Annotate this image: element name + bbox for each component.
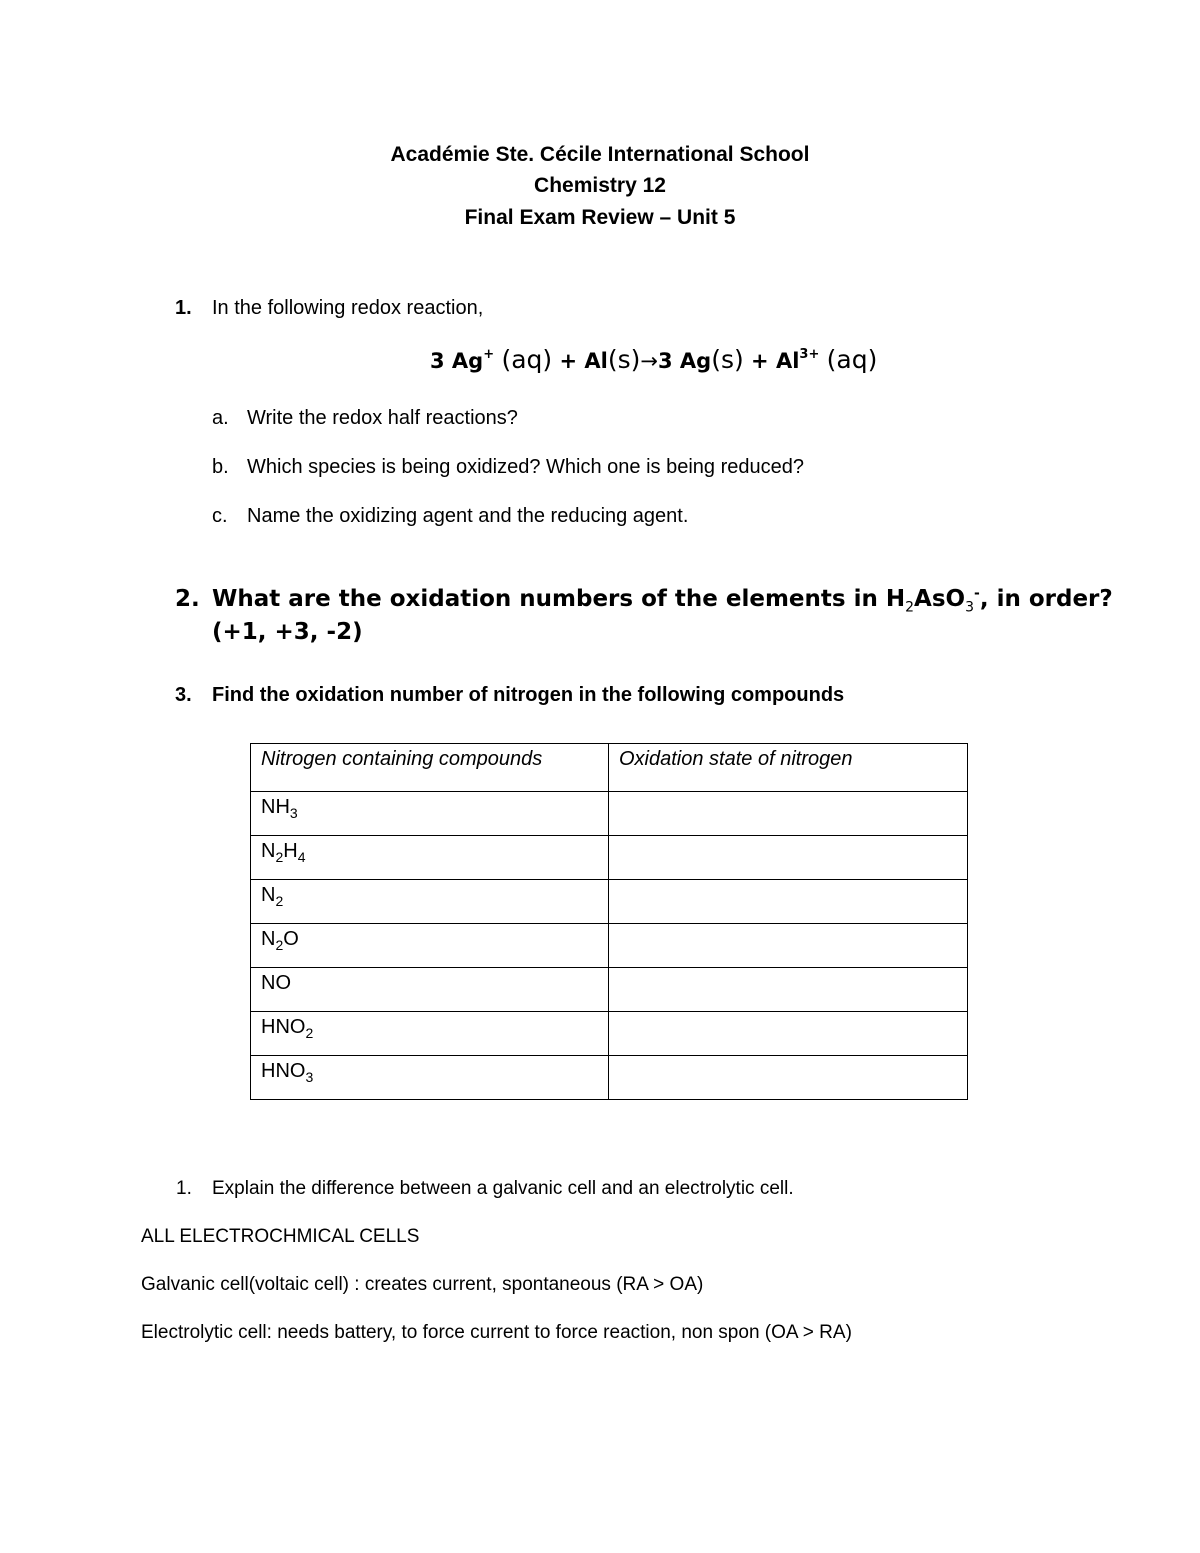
- table-row: [251, 792, 968, 836]
- eq-state: (aq): [501, 345, 553, 374]
- oxidation-state-cell[interactable]: [609, 880, 968, 924]
- oxidation-state-cell[interactable]: [609, 968, 968, 1012]
- eq-term: 3 Ag: [657, 349, 712, 373]
- oxidation-table: [250, 743, 968, 1100]
- column-header-oxidation-state: Oxidation state of nitrogen: [609, 744, 968, 792]
- eq-state: (aq): [826, 345, 878, 374]
- part-letter: c.: [212, 505, 228, 527]
- oxidation-state-cell[interactable]: [609, 924, 968, 968]
- question-4: [176, 1178, 794, 1200]
- question-1-part-b: [212, 456, 804, 479]
- question-text: What are the oxidation numbers of the elements in $H_2AsO_3^-$, in order?: [212, 585, 1113, 616]
- column-header-compounds: Nitrogen containing compounds: [251, 744, 609, 792]
- compound-cell: $HNO_2$: [251, 1012, 609, 1056]
- table-row: [251, 968, 968, 1012]
- question-number: 1.: [176, 1178, 192, 1199]
- course-name: Chemistry 12: [534, 174, 666, 197]
- compound-cell: $HNO_3$: [251, 1056, 609, 1100]
- eq-term: + Al: [743, 349, 800, 373]
- question-text: Find the oxidation number of nitrogen in the following compounds: [212, 684, 845, 706]
- oxidation-state-cell[interactable]: [609, 1012, 968, 1056]
- part-letter: b.: [212, 456, 229, 478]
- eq-charge: 3+: [799, 347, 820, 362]
- note-electrolytic: Electrolytic cell: needs battery, to force current to force reaction, non spon (OA > RA): [141, 1322, 852, 1343]
- compound-cell: $NH_3$: [251, 792, 609, 836]
- notes-heading: ALL ELECTROCHMICAL CELLS: [141, 1226, 420, 1247]
- eq-charge: +: [483, 347, 495, 362]
- question-number: 3.: [175, 684, 192, 706]
- question-1-part-a: [212, 407, 518, 430]
- question-2: [175, 585, 1113, 645]
- table-row: [251, 880, 968, 924]
- oxidation-state-cell[interactable]: [609, 1056, 968, 1100]
- part-letter: a.: [212, 407, 229, 429]
- compound-cell: $N_2O$: [251, 924, 609, 968]
- oxidation-state-cell[interactable]: [609, 836, 968, 880]
- question-3: [175, 684, 845, 707]
- compound-cell: NO: [251, 968, 609, 1012]
- school-name: Académie Ste. Cécile International School: [390, 143, 810, 166]
- part-text: Which species is being oxidized? Which one is being reduced?: [247, 456, 804, 478]
- part-text: Write the redox half reactions?: [247, 407, 518, 429]
- table-row: [251, 1056, 968, 1100]
- eq-state: (s): [607, 345, 641, 374]
- oxidation-state-cell[interactable]: [609, 792, 968, 836]
- question-text: Explain the difference between a galvanic cell and an electrolytic cell.: [212, 1178, 794, 1199]
- eq-term: 3 Ag: [430, 349, 484, 373]
- eq-term: + Al: [552, 349, 608, 373]
- question-number: 1.: [175, 297, 192, 319]
- question-1-part-c: [212, 505, 689, 528]
- table-header-row: [251, 744, 968, 792]
- redox-equation: [430, 345, 877, 374]
- eq-state: (s): [711, 345, 744, 374]
- part-text: Name the oxidizing agent and the reducing agent.: [247, 505, 689, 527]
- question-answer: (+1, +3, -2): [212, 619, 363, 645]
- question-number: 2.: [175, 586, 200, 612]
- eq-arrow: →: [640, 349, 658, 373]
- question-1: [175, 297, 484, 320]
- question-prompt: In the following redox reaction,: [212, 297, 484, 319]
- table-row: [251, 836, 968, 880]
- note-galvanic: Galvanic cell(voltaic cell) : creates current, spontaneous (RA > OA): [141, 1274, 704, 1295]
- table-row: [251, 1012, 968, 1056]
- compound-cell: $N_2$: [251, 880, 609, 924]
- table-row: [251, 924, 968, 968]
- compound-cell: $N_2H_4$: [251, 836, 609, 880]
- document-title: Final Exam Review – Unit 5: [464, 206, 736, 229]
